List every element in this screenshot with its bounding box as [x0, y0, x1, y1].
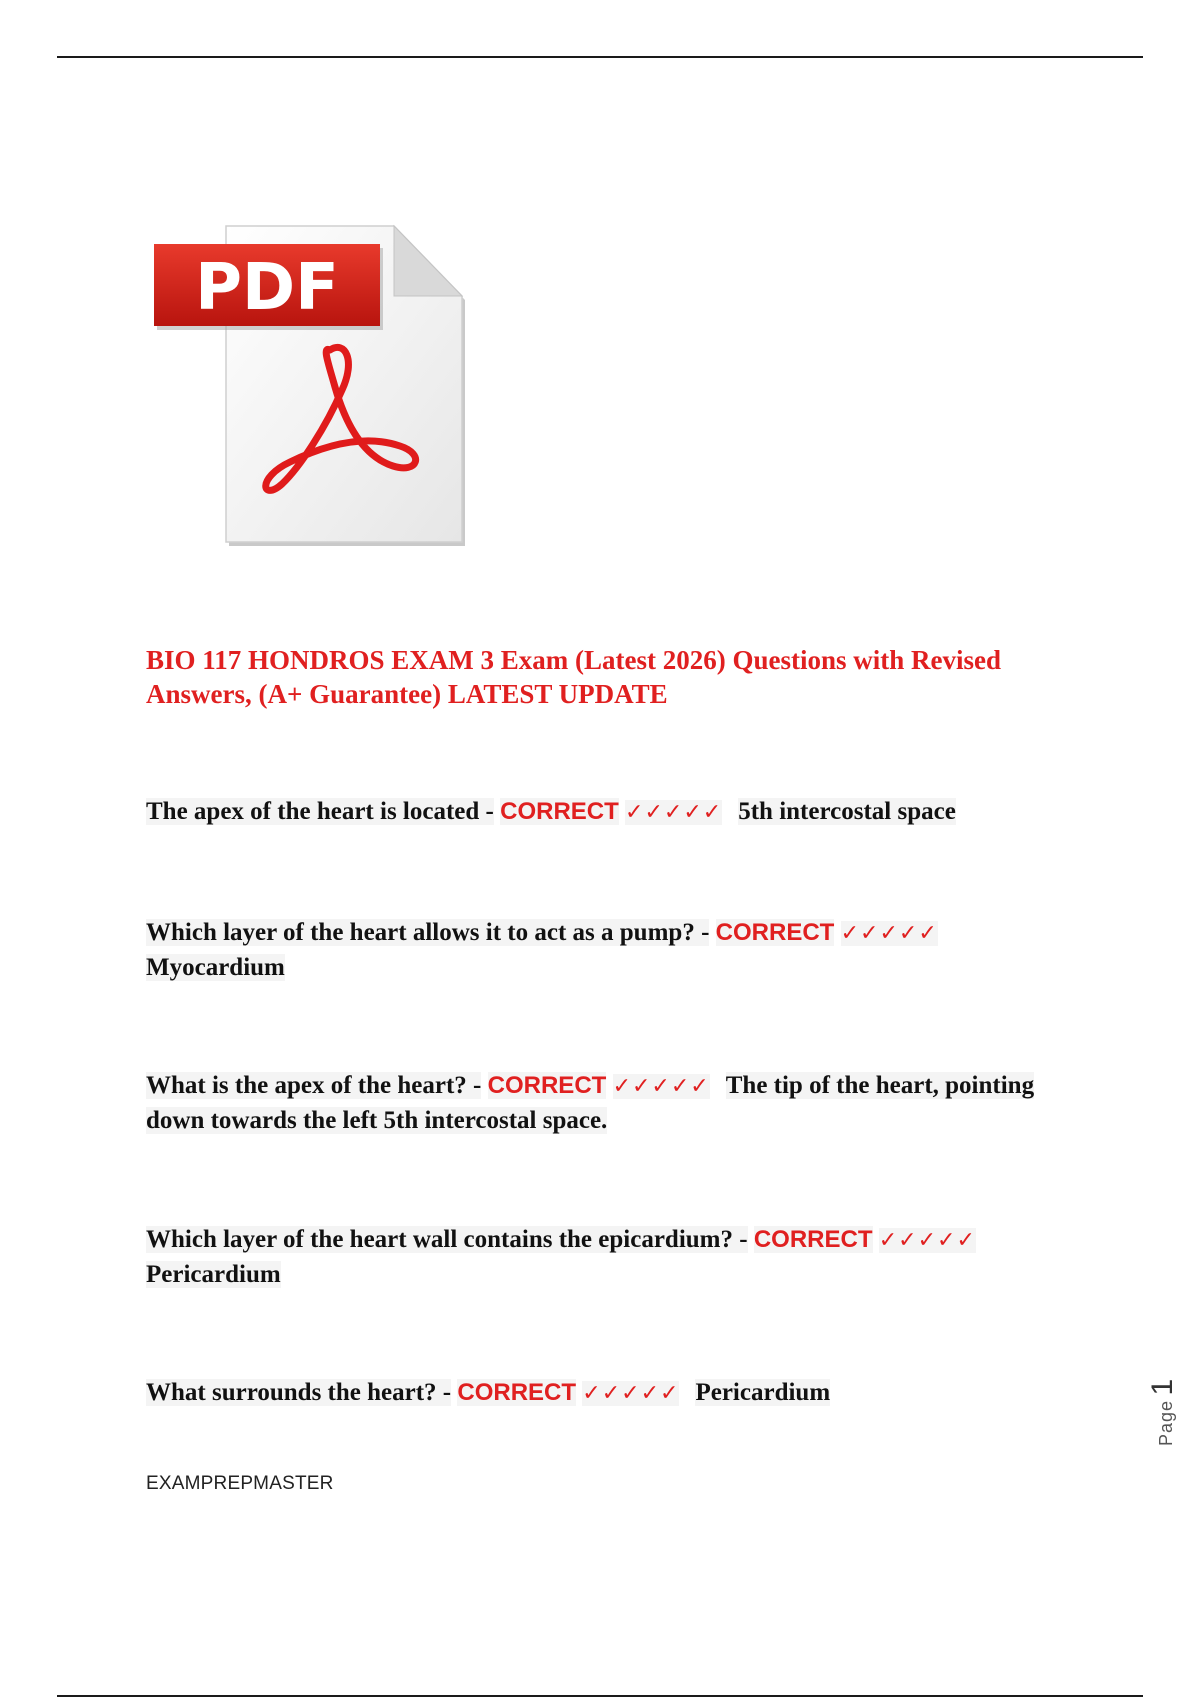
correct-label: CORRECT: [500, 798, 619, 825]
pdf-file-icon: [150, 222, 470, 552]
question-text: Which layer of the heart allows it to act as a pump? -: [146, 919, 710, 946]
qa-item: [146, 795, 1076, 830]
checkmarks-icon: ✓✓✓✓✓: [612, 1074, 710, 1099]
answer-text: The tip of the heart, pointing down towards the left 5th intercostal space.: [146, 1072, 1035, 1134]
checkmarks-icon: ✓✓✓✓✓: [582, 1381, 680, 1406]
answer-text: Pericardium: [695, 1379, 831, 1406]
question-text: The apex of the heart is located -: [146, 798, 494, 825]
answer-text: 5th intercostal space: [738, 798, 956, 825]
qa-item: [146, 1069, 1076, 1138]
header-rule: [57, 56, 1143, 58]
footer-brand: EXAMPREPMASTER: [146, 1473, 334, 1494]
checkmarks-icon: ✓✓✓✓✓: [625, 800, 723, 825]
checkmarks-icon: ✓✓✓✓✓: [840, 921, 938, 946]
correct-label: CORRECT: [753, 1226, 873, 1253]
answer-text: Pericardium: [146, 1261, 281, 1288]
question-text: Which layer of the heart wall contains the epicardium? -: [146, 1226, 748, 1253]
question-text: What surrounds the heart? -: [146, 1379, 452, 1406]
document-title: BIO 117 HONDROS EXAM 3 Exam (Latest 2026) Questions with Revised Answers, (A+ Guarantee) LATEST UPDATE: [146, 645, 1002, 709]
answer-text: Myocardium: [146, 954, 285, 981]
qa-item: [146, 1223, 1076, 1292]
checkmarks-icon: ✓✓✓✓✓: [878, 1228, 976, 1253]
page-number: 1: [1146, 1378, 1179, 1396]
page-word: Page: [1156, 1399, 1176, 1446]
correct-label: CORRECT: [487, 1072, 607, 1099]
page-number-label: [1146, 1379, 1180, 1446]
pdf-label: PDF: [195, 251, 339, 325]
correct-label: CORRECT: [457, 1379, 577, 1406]
correct-label: CORRECT: [715, 919, 835, 946]
question-text: What is the apex of the heart? -: [146, 1072, 482, 1099]
qa-item: [146, 1376, 1076, 1411]
footer-rule: [57, 1695, 1143, 1697]
qa-item: [146, 916, 1076, 985]
